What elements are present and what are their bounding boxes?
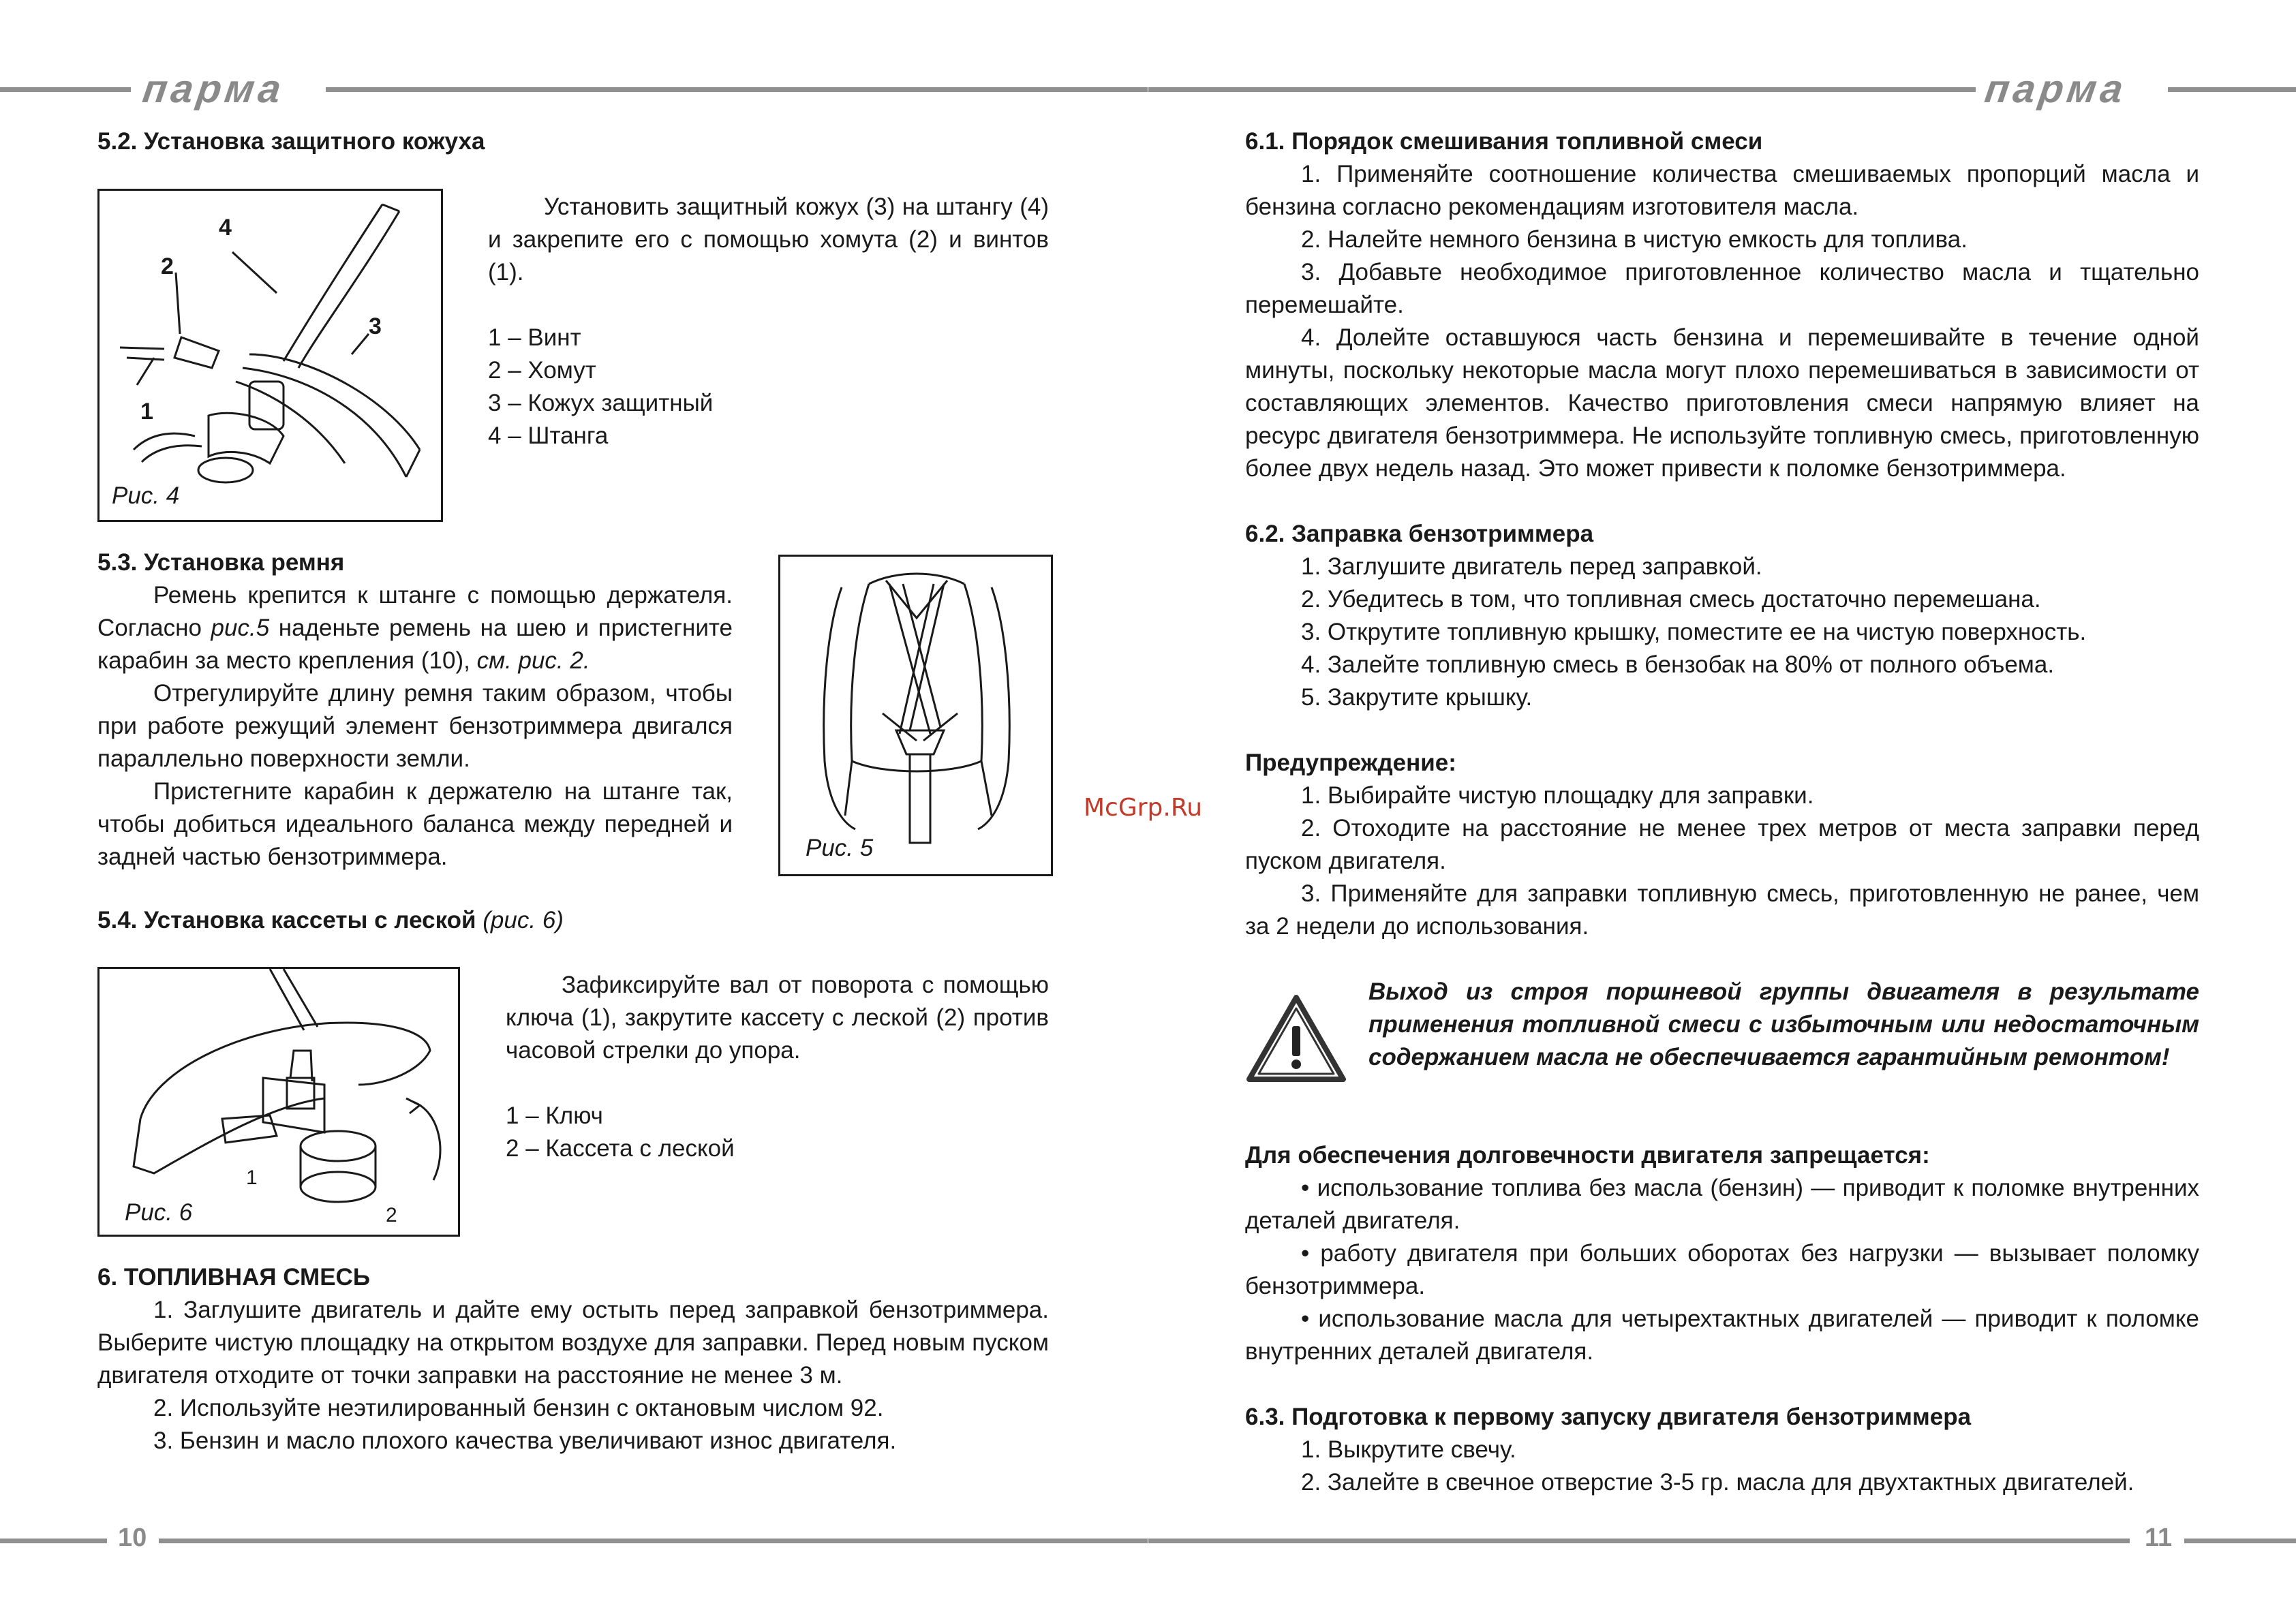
section-5-2-body <box>488 191 1049 452</box>
figure-6-caption: Рис. 6 <box>125 1199 193 1226</box>
trimmer-guard-illustration <box>100 191 441 520</box>
figure-6-label-2: 2 <box>386 1204 397 1226</box>
section-5-3-p1 <box>97 579 733 677</box>
legend-item: 2 – Кассета с леской <box>506 1135 735 1162</box>
figure-reference: (рис. 6) <box>483 907 564 933</box>
list-item: 2. Убедитесь в том, что топливная смесь достаточно перемешана. <box>1301 586 2041 613</box>
page-number: 10 <box>118 1524 147 1552</box>
list-item: 3. Бензин и масло плохого качества увеличивают износ двигателя. <box>153 1427 897 1454</box>
section-title-6-3: 6.3. Подготовка к первому запуску двигателя бензотриммера <box>1245 1404 1972 1430</box>
section-title-6: 6. ТОПЛИВНАЯ СМЕСЬ <box>97 1264 370 1290</box>
figure-5-caption: Рис. 5 <box>806 835 874 861</box>
brand-logo: парма <box>140 67 288 111</box>
list-item: • работу двигателя при больших оборотах без нагрузки — вызывает поломку бензотриммера. <box>1245 1240 2199 1299</box>
section-title-5-3: 5.3. Установка ремня <box>97 549 345 576</box>
section-title-text: 5.4. Установка кассеты с леской <box>97 907 476 933</box>
list-item: 1. Заглушите двигатель и дайте ему остыть перед заправкой бензотриммера. Выберите чистую площадку на открытом воздухе для заправки. Перед новым пуском двигателя отходите от точки заправки на расстояние не менее 3 м. <box>97 1297 1049 1389</box>
list-item: • использование топлива без масла (бензин) — приводит к поломке внутренних деталей двигателя. <box>1245 1175 2199 1234</box>
list-item: 5. Закрутите крышку. <box>1301 684 1533 711</box>
watermark: McGrp.Ru <box>1084 794 1203 822</box>
header-rule <box>2168 87 2296 92</box>
legend-item: 1 – Ключ <box>506 1102 603 1129</box>
footer-rule <box>159 1539 1148 1543</box>
list-item: 1. Заглушите двигатель перед заправкой. <box>1301 553 1762 580</box>
warning-triangle-icon <box>1245 993 1347 1083</box>
footer-rule <box>0 1539 107 1543</box>
section-5-2-text: Установить защитный кожух (3) на штангу (4) и закрепите его с помощью хомута (2) и винтов (1). <box>488 194 1049 285</box>
warning-title: Предупреждение: <box>1245 749 1456 776</box>
header-rule <box>326 87 1148 92</box>
prohibited-title: Для обеспечения долговечности двигателя запрещается: <box>1245 1142 1930 1169</box>
text-run: наденьте ремень на шею и пристегните карабин за место крепления (10), <box>97 615 733 674</box>
list-item: 3. Открутите топливную крышку, поместите ее на чистую поверхность. <box>1301 619 2087 645</box>
section-5-4-body <box>506 969 1049 1165</box>
figure-4-label-1: 1 <box>140 399 153 424</box>
figure-reference: см. рис. 2. <box>476 647 590 674</box>
figure-5 <box>778 555 1053 876</box>
list-item: 3. Применяйте для заправки топливную смесь, приготовленную не ранее, чем за 2 недели до использования. <box>1245 880 2199 940</box>
legend-item: 4 – Штанга <box>488 422 609 449</box>
list-item: 3. Добавьте необходимое приготовленное количество масла и тщательно перемешайте. <box>1245 259 2199 318</box>
legend-item: 2 – Хомут <box>488 357 596 384</box>
right-column <box>1245 125 2199 1499</box>
list-item: 4. Залейте топливную смесь в бензобак на 80% от полного объема. <box>1301 651 2055 678</box>
figure-6-label-1: 1 <box>246 1166 258 1189</box>
figure-reference: рис.5 <box>211 615 270 641</box>
section-title-5-4 <box>97 904 564 937</box>
legend-item: 3 – Кожух защитный <box>488 390 714 416</box>
section-title-6-1: 6.1. Порядок смешивания топливной смеси <box>1245 128 1763 155</box>
list-item: 2. Залейте в свечное отверстие 3-5 гр. масла для двухтактных двигателей. <box>1301 1469 2134 1496</box>
caution-block <box>1245 976 2199 1107</box>
figure-4-caption: Рис. 4 <box>112 482 180 509</box>
text-run: Ремень крепится к штанге с помощью держателя. Согласно <box>97 582 733 641</box>
line-cassette-illustration <box>100 969 458 1235</box>
figure-4 <box>97 189 443 522</box>
legend-item: 1 – Винт <box>488 324 581 351</box>
page-number: 11 <box>2145 1524 2173 1552</box>
figure-6 <box>97 967 460 1237</box>
figure-4-label-3: 3 <box>369 313 382 339</box>
list-item: 2. Отоходите на расстояние не менее трех метров от места заправки перед пуском двигателя. <box>1245 815 2199 874</box>
header-rule <box>1148 87 1976 92</box>
right-page <box>1148 0 2296 1623</box>
caution-text: Выход из строя поршневой группы двигателя в результате применения топливной смеси с избыточным или недостаточным содержанием масла не обеспечивается гарантийным ремонтом! <box>1368 978 2199 1070</box>
list-item: 1. Выбирайте чистую площадку для заправки. <box>1301 782 1814 809</box>
section-5-3-p3: Пристегните карабин к держателю на штанге так, чтобы добиться идеального баланса между передней и задней частью бензотриммера. <box>97 778 733 870</box>
header-rule <box>0 87 131 92</box>
list-item: 1. Применяйте соотношение количества смешиваемых пропорций масла и бензина согласно рекомендациям изготовителя масла. <box>1245 161 2199 220</box>
section-5-4-text: Зафиксируйте вал от поворота с помощью ключа (1), закрутите кассету с леской (2) против часовой стрелки до упора. <box>506 972 1049 1064</box>
brand-logo: парма <box>1982 67 2130 111</box>
list-item: 2. Используйте неэтилированный бензин с октановым числом 92. <box>153 1395 884 1421</box>
figure-4-label-2: 2 <box>161 253 174 279</box>
section-title-6-2: 6.2. Заправка бензотриммера <box>1245 521 1594 547</box>
section-5-3-p2: Отрегулируйте длину ремня таким образом, чтобы при работе режущий элемент бензотриммера двигался параллельно поверхности земли. <box>97 680 733 772</box>
harness-illustration <box>780 557 1051 874</box>
section-title-5-2: 5.2. Установка защитного кожуха <box>97 128 485 155</box>
list-item: • использование масла для четырехтактных двигателей — приводит к поломке внутренних деталей двигателя. <box>1245 1305 2199 1365</box>
footer-rule <box>1148 1539 2130 1543</box>
list-item: 2. Налейте немного бензина в чистую емкость для топлива. <box>1301 226 1968 253</box>
footer-rule <box>2184 1539 2296 1543</box>
list-item: 1. Выкрутите свечу. <box>1301 1436 1516 1463</box>
figure-4-label-4: 4 <box>219 215 232 241</box>
list-item: 4. Долейте оставшуюся часть бензина и перемешивайте в течение одной минуты, поскольку некоторые масла могут плохо перемешиваться в зависимости от составляющих элементов. Качество приготовления смеси напрямую влияет на ресурс двигателя бензотриммера. Не используйте топливную смесь, приготовленную более двух недель назад. Это может привести к поломке бензотриммера. <box>1245 324 2199 482</box>
section-5-3 <box>97 546 733 874</box>
section-6 <box>97 1261 1049 1457</box>
